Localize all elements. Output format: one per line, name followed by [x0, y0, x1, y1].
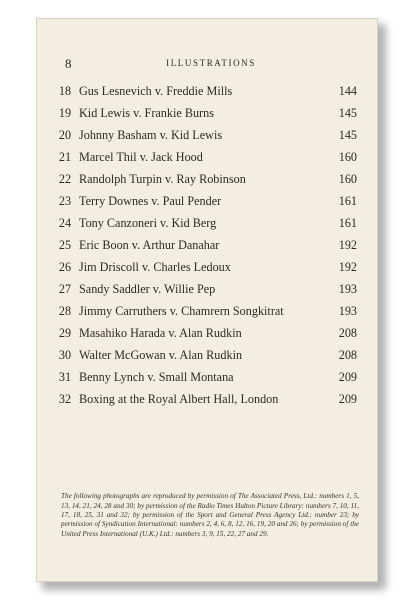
illustration-title: Benny Lynch v. Small Montana [79, 370, 234, 384]
list-item [55, 388, 357, 410]
running-head: ILLUSTRATIONS [166, 58, 256, 68]
list-item [55, 366, 357, 388]
book-page [36, 18, 378, 582]
illustration-title: Tony Canzoneri v. Kid Berg [79, 216, 217, 230]
illustration-number: 25 [58, 238, 72, 252]
illustration-page: 160 [338, 150, 357, 164]
illustration-title: Eric Boon v. Arthur Danahar [79, 238, 220, 252]
illustration-number: 32 [58, 392, 72, 406]
illustration-number: 29 [58, 326, 72, 340]
list-item [55, 102, 357, 124]
illustration-number: 27 [58, 282, 72, 296]
illustration-title: Johnny Basham v. Kid Lewis [79, 128, 223, 142]
illustration-number: 20 [58, 128, 72, 142]
illustration-title: Randolph Turpin v. Ray Robinson [79, 172, 246, 186]
list-item [55, 212, 357, 234]
list-item [55, 190, 357, 212]
illustration-number: 21 [58, 150, 72, 164]
illustration-page: 193 [338, 304, 357, 318]
list-item [55, 168, 357, 190]
list-item [55, 256, 357, 278]
illustration-page: 193 [338, 282, 357, 296]
illustration-number: 26 [58, 260, 72, 274]
illustrations-list [55, 80, 357, 410]
illustration-title: Jimmy Carruthers v. Chamrern Songkitrat [79, 304, 284, 318]
illustration-page: 192 [338, 238, 357, 252]
list-item [55, 234, 357, 256]
illustration-page: 144 [338, 84, 357, 98]
list-item [55, 300, 357, 322]
page-number: 8 [65, 56, 72, 71]
photo-credits: The following photographs are reproduced by permission of The Associated Press, Ltd.: numbers 1, 5, 13, 14, 21, 24, 28 and 30; by permission of the Radio Times Hulton Picture Library: numbers 7, 10, 11, 17, 18, 25, 31 and 32; by permission of the Sport and General Press Agency Ltd.: number 23; by permission of Syndication International: numbers 2, 4, 6, 8, 12, 16, 19, 20 and 26; by permission of the United Press International (U.K.) Ltd.: numbers 3, 9, 15, 22, 27 and 29. [61, 492, 359, 538]
illustration-title: Jim Driscoll v. Charles Ledoux [79, 260, 231, 274]
illustration-page: 209 [338, 370, 357, 384]
illustration-title: Marcel Thil v. Jack Hood [79, 150, 203, 164]
list-item [55, 278, 357, 300]
illustration-page: 160 [338, 172, 357, 186]
list-item [55, 80, 357, 102]
illustration-number: 23 [58, 194, 72, 208]
illustration-number: 31 [58, 370, 72, 384]
illustration-number: 28 [58, 304, 72, 318]
list-item [55, 124, 357, 146]
illustration-page: 208 [338, 326, 357, 340]
illustration-page: 209 [338, 392, 357, 406]
list-item [55, 322, 357, 344]
illustration-number: 18 [58, 84, 72, 98]
illustration-title: Boxing at the Royal Albert Hall, London [79, 392, 279, 406]
illustration-page: 208 [338, 348, 357, 362]
illustration-title: Terry Downes v. Paul Pender [79, 194, 222, 208]
page-header [65, 57, 357, 73]
illustration-title: Gus Lesnevich v. Freddie Mills [79, 84, 233, 98]
illustration-number: 19 [58, 106, 72, 120]
illustration-page: 145 [338, 106, 357, 120]
illustration-title: Masahiko Harada v. Alan Rudkin [79, 326, 242, 340]
illustration-page: 161 [338, 194, 357, 208]
illustration-title: Kid Lewis v. Frankie Burns [79, 106, 214, 120]
list-item [55, 146, 357, 168]
illustration-number: 30 [58, 348, 72, 362]
illustration-number: 22 [58, 172, 72, 186]
illustration-page: 161 [338, 216, 357, 230]
illustration-title: Walter McGowan v. Alan Rudkin [79, 348, 243, 362]
illustration-page: 192 [338, 260, 357, 274]
list-item [55, 344, 357, 366]
illustration-page: 145 [338, 128, 357, 142]
illustration-title: Sandy Saddler v. Willie Pep [79, 282, 216, 296]
illustration-number: 24 [58, 216, 72, 230]
